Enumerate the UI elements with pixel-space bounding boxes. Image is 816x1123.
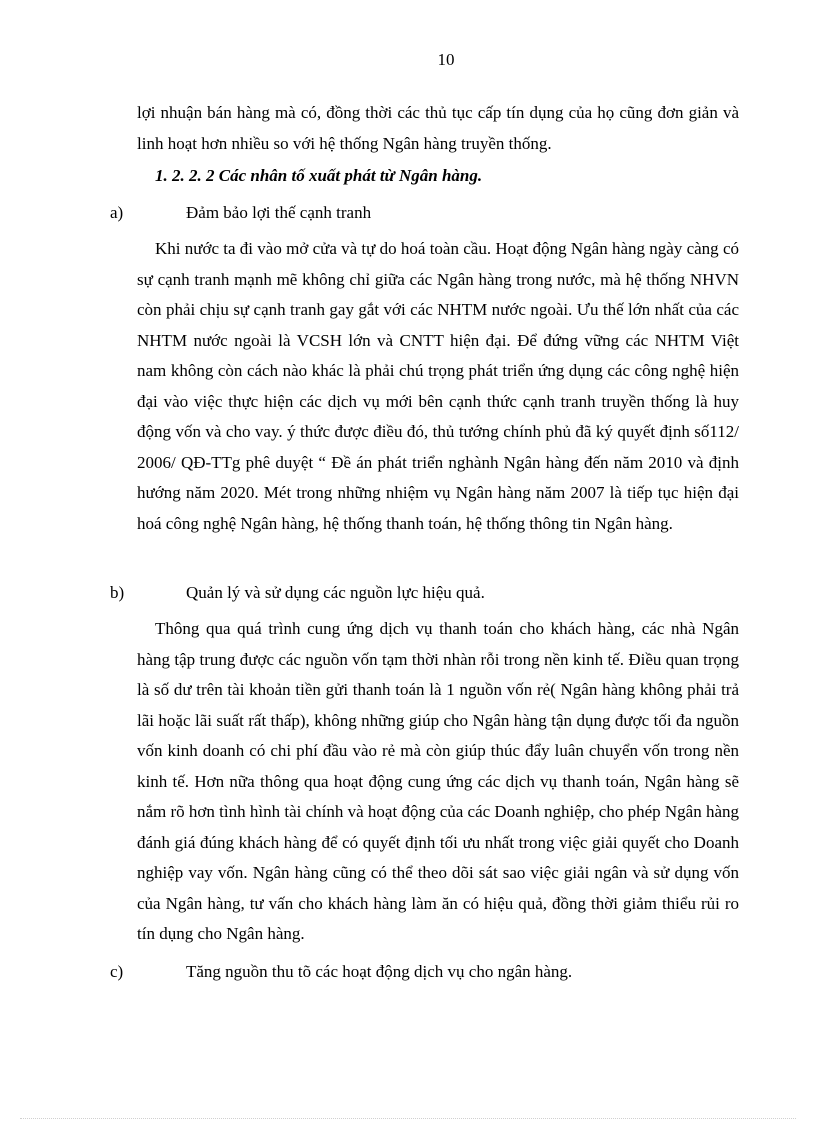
- list-title-b: Quản lý và sử dụng các nguồn lực hiệu quả.: [186, 583, 485, 602]
- list-marker-b: b): [110, 583, 125, 602]
- paragraph-a: Khi nước ta đi vào mở cửa và tự do hoá toàn cầu. Hoạt động Ngân hàng ngày càng có sự cạnh tranh mạnh mẽ không chỉ giữa các Ngân hàng trong nước, mà hệ thống NHVN còn phải chịu sự cạnh tranh gay gắt với các NHTM nước ngoài. Ưu thế lớn nhất của các NHTM nước ngoài là VCSH lớn và CNTT hiện đại. Để đứng vững các NHTM Việt nam không còn cách nào khác là phải chú trọng phát triển ứng dụng các công nghệ hiện đại vào việc thực hiện các dịch vụ mới bên cạnh thức cạnh tranh truyền thống là huy động vốn và cho vay. ý thức được điều đó, thủ tướng chính phủ đã ký quyết định số112/ 2006/ QĐ-TTg phê duyệt “ Đề án phát triển nghành Ngân hàng đến năm 2010 và định hướng năm 2020. Mét trong những nhiệm vụ Ngân hàng năm 2007 là tiếp tục hiện đại hoá công nghệ Ngân hàng, hệ thống thanh toán, hệ thống thông tin Ngân hàng.: [137, 239, 739, 533]
- list-title-a: Đảm bảo lợi thế cạnh tranh: [186, 203, 372, 222]
- list-marker-a: a): [110, 203, 124, 222]
- intro-paragraph: lợi nhuận bán hàng mà có, đồng thời các thủ tục cấp tín dụng của họ cũng đơn giản và linh hoạt hơn nhiều so với hệ thống Ngân hàng truyền thống.: [137, 103, 739, 153]
- page-number: 10: [437, 50, 455, 69]
- list-item-b: [110, 578, 485, 608]
- list-item-c: [110, 957, 572, 987]
- list-item-a: [110, 198, 371, 228]
- paragraph-b: Thông qua quá trình cung ứng dịch vụ thanh toán cho khách hàng, các nhà Ngân hàng tập trung được các nguồn vốn tạm thời nhàn rỗi trong nền kinh tế. Điều quan trọng là số dư trên tài khoản tiền gửi thanh toán là 1 nguồn vốn rẻ( Ngân hàng không phải trả lãi hoặc lãi suất rất thấp), không những giúp cho Ngân hàng tận dụng được tối đa nguồn vốn kinh doanh có chi phí đầu vào rẻ mà còn giúp thúc đẩy luân chuyển vốn trong nền kinh tế. Hơn nữa thông qua hoạt động cung ứng các dịch vụ thanh toán, Ngân hàng sẽ nắm rõ hơn tình hình tài chính và hoạt động của các Doanh nghiệp, cho phép Ngân hàng đánh giá đúng khách hàng để có quyết định tối ưu nhất trong việc giải quyết cho Doanh nghiệp vay vốn. Ngân hàng cũng có thể theo dõi sát sao việc giải ngân và sử dụng vốn của Ngân hàng, tư vấn cho khách hàng làm ăn có hiệu quả, đồng thời giảm thiểu rủi ro tín dụng cho Ngân hàng.: [137, 619, 739, 943]
- list-marker-c: c): [110, 962, 124, 981]
- page-bottom-rule: [20, 1118, 796, 1119]
- list-title-c: Tăng nguồn thu tõ các hoạt động dịch vụ cho ngân hàng.: [186, 962, 573, 981]
- section-heading: 1. 2. 2. 2 Các nhân tố xuất phát từ Ngân hàng.: [155, 166, 483, 185]
